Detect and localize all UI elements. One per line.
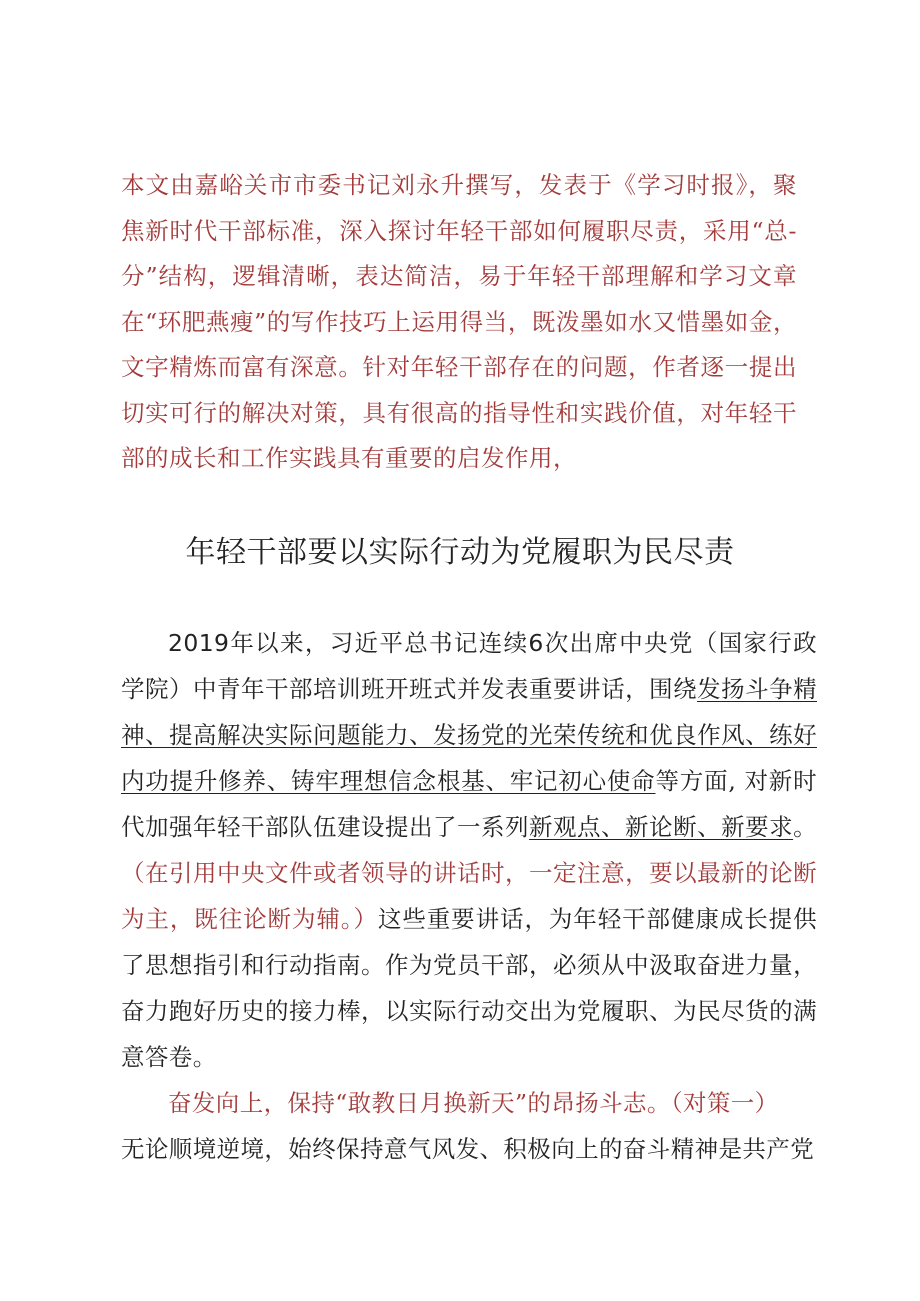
paragraph-text-segment: 年以来，习近平总书记连续 <box>229 629 529 657</box>
article-body <box>121 620 817 1172</box>
count-number: 6 <box>528 629 544 657</box>
paragraph-opening <box>121 620 817 1080</box>
paragraph-text-segment: 这些重要讲话，为年轻干部健康成长提供了思想指引和行动指南。作为党员干部，必须从中汲取奋进力量，奋力跑好历史的接力棒，以实际行动交出为党履职、为民尽货的满意答卷。 <box>121 905 817 1071</box>
year-number: 2019 <box>168 629 230 657</box>
paragraph-text-segment: 次出席中央党（国家行政学院）中青年干部培训班开班式并发表重要讲话，围绕 <box>121 629 817 703</box>
strategy-heading: 奋发向上，保持“敢教日月换新天”的昂扬斗志。（对策一） <box>168 1089 779 1117</box>
editor-note: （在引用中央文件或者领导的讲话时，一定注意，要以最新的论断为主，既往论断为辅。） <box>121 859 817 933</box>
paragraph-strategy-one <box>121 1080 817 1172</box>
paragraph-text-segment: 。 <box>793 813 817 841</box>
underlined-topics: 发扬斗争精神、提高解决实际问题能力、发扬党的光荣传统和优良作风、练好内功提升修养、铸牢理想信念根基、牢记初心使命 <box>121 675 817 795</box>
paragraph-text-segment: 等方面, 对新时代加强年轻干部队伍建设提出了一系列 <box>121 767 817 841</box>
article-title: 年轻干部要以实际行动为党履职为民尽责 <box>185 535 735 570</box>
intro-summary: 本文由嘉峪关市市委书记刘永升撰写，发表于《学习时报》，聚焦新时代干部标准，深入探讨年轻干部如何履职尽责，采用“总-分”结构，逻辑清晰，表达简洁，易于年轻干部理解和学习文章在“环肥燕瘦”的写作技巧上运用得当，既泼墨如水又惜墨如金，文字精炼而富有深意。针对年轻干部存在的问题，作者逐一提出切实可行的解决对策，具有很高的指导性和实践价值，对年轻干部的成长和工作实践具有重要的启发作用， <box>121 171 797 472</box>
underlined-requirements: 新观点、新论断、新要求 <box>529 813 794 841</box>
strategy-text: 无论顺境逆境，始终保持意气风发、积极向上的奋斗精神是共产党 <box>121 1135 815 1163</box>
